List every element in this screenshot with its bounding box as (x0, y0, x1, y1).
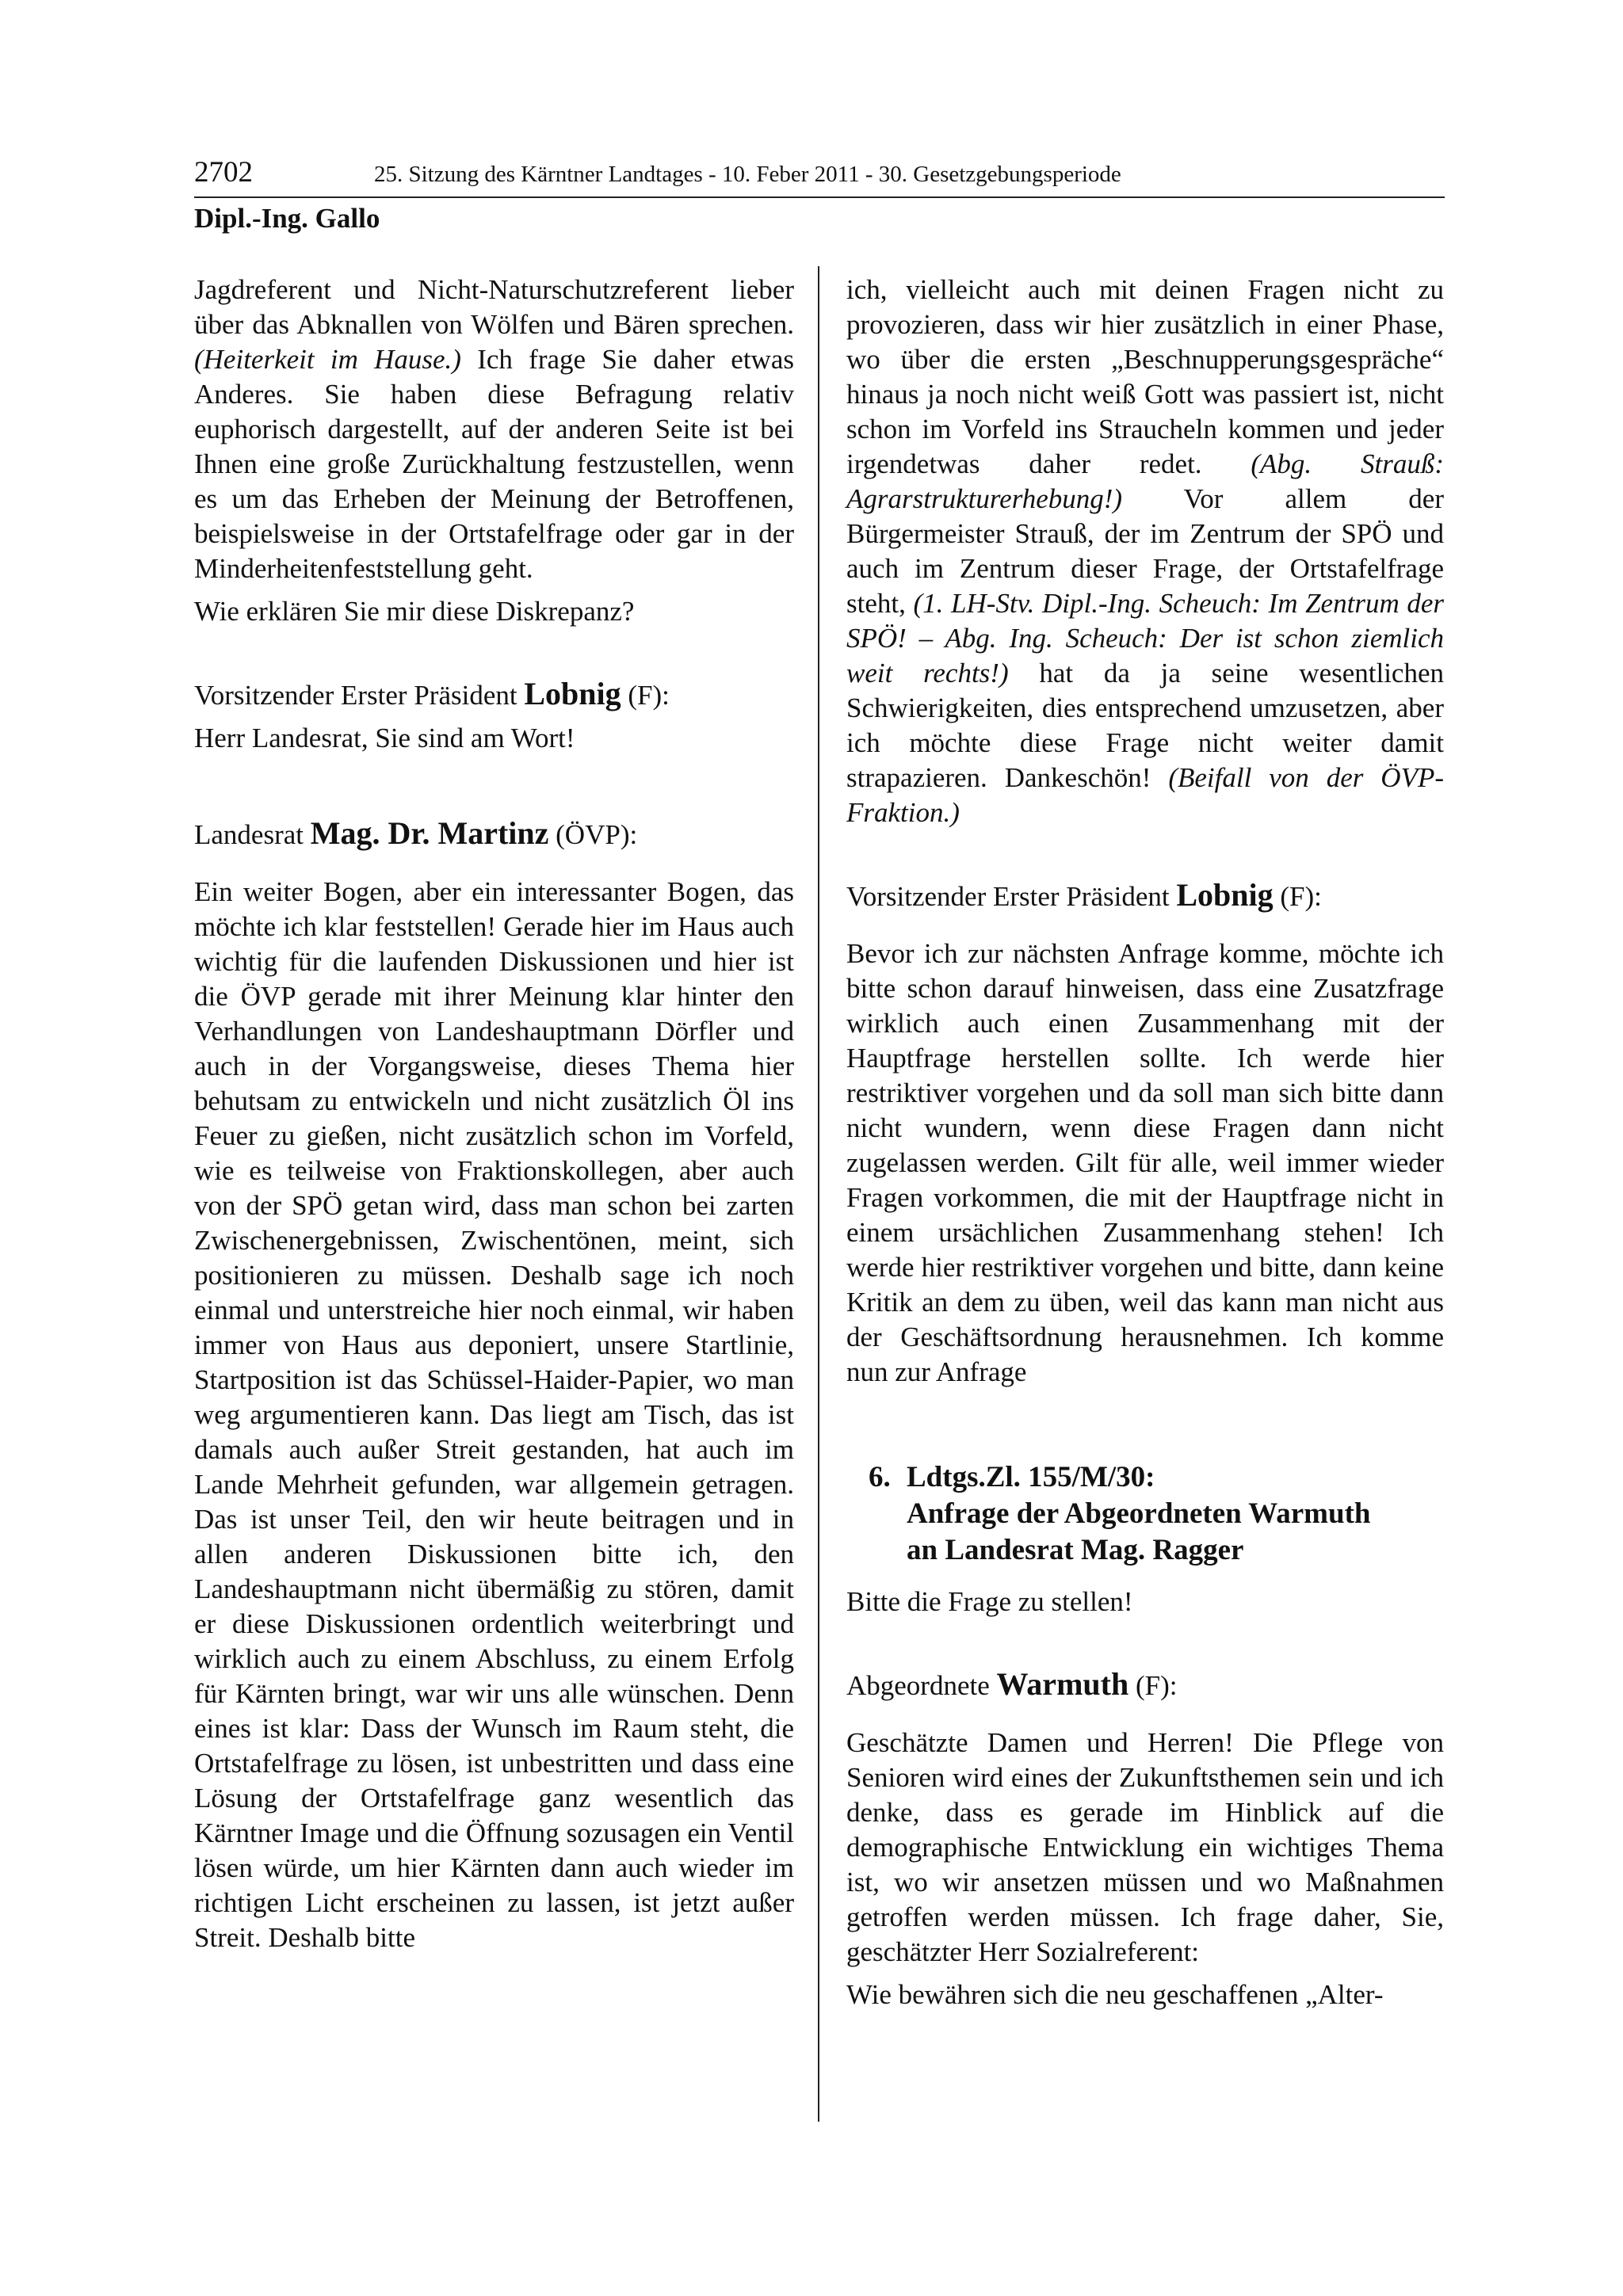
column-divider (818, 266, 819, 2122)
speaker-intro: Vorsitzender Erster Präsident Lobnig (F): (846, 877, 1322, 913)
agenda-item-title: Anfrage der Abgeordneten Warmuth (907, 1497, 1371, 1530)
paragraph: Geschätzte Damen und Herren! Die Pflege von Senioren wird eines der Zukunftsthemen sein und ich denke, dass es gerade im Hinblick auf die demographische Entwicklung ein wichtiges Thema ist, wo wir ansetzen müssen und wo Maßnahmen getroffen werden müssen. Ich frage daher, Sie, geschätzter Herr Sozialreferent: (846, 1727, 1444, 1967)
speaker-intro: Vorsitzender Erster Präsident Lobnig (F): (194, 676, 670, 711)
paragraph: Herr Landesrat, Sie sind am Wort! (194, 723, 575, 753)
interjection: (1. LH-Stv. Dipl.-Ing. Scheuch: Im Zentrum der SPÖ! – Abg. Ing. Scheuch: Der ist schon ziemlich weit rechts!) (846, 588, 1445, 688)
speaker-intro: Abgeordnete Warmuth (F): (846, 1666, 1178, 1702)
paragraph: Wie bewähren sich die neu geschaffenen „Alter- (846, 1979, 1384, 2010)
header-rule (194, 196, 1445, 198)
speaker-name: Warmuth (996, 1666, 1129, 1702)
paragraph: Wie erklären Sie mir diese Diskrepanz? (194, 596, 635, 627)
running-head: 25. Sitzung des Kärntner Landtages - 10. Feber 2011 - 30. Gesetzgebungsperiode (374, 162, 1121, 187)
agenda-item-number: 6. (869, 1461, 891, 1493)
agenda-item-reference: Ldtgs.Zl. 155/M/30: (907, 1461, 1155, 1493)
speaker-name: Mag. Dr. Martinz (310, 815, 549, 851)
speaker-intro: Landesrat Mag. Dr. Martinz (ÖVP): (194, 815, 638, 851)
left-column (194, 273, 794, 1955)
interjection: (Beifall von der ÖVP-Fraktion.) (846, 762, 1444, 828)
right-column (846, 273, 1444, 2012)
page-number: 2702 (194, 156, 253, 189)
paragraph: Ein weiter Bogen, aber ein interessanter Bogen, das möchte ich klar feststellen! Gerade hier im Haus auch wichtig für die laufenden Diskussionen und hier ist die ÖVP gerade mit ihrer Meinung klar hinter den Verhandlungen von Landeshauptmann Dörfler und auch in der Vorgangsweise, dieses Thema hier behutsam zu entwickeln und nicht zusätzlich Öl ins Feuer zu gießen, nicht zusätzlich schon im Vorfeld, wie es teilweise von Fraktionskollegen, aber auch von der SPÖ getan wird, dass man schon bei zarten Zwischenergebnissen, Zwischentönen, meint, sich positionieren zu müssen. Deshalb sage ich noch einmal und unterstreiche hier noch einmal, wir haben immer von Haus aus deponiert, unsere Startlinie, Startposition ist das Schüssel-Haider-Papier, wo man weg argumentieren kann. Das liegt am Tisch, das ist damals auch außer Streit gestanden, hat auch im Lande Mehrheit gefunden, war allgemein getragen. Das ist unser Teil, den wir heute beitragen und in allen anderen Diskussionen bitte ich, den Landeshauptmann nicht übermäßig zu stören, damit er diese Diskussionen ordentlich weiterbringt und wirklich auch zu einem Abschluss, zu einem Erfolg für Kärnten bringt, war wir uns alle wünschen. Denn eines ist klar: Dass der Wunsch im Raum steht, die Ortstafelfrage zu lösen, ist unbestritten und dass eine Lösung der Ortstafelfrage ganz wesentlich das Kärntner Image und die Öffnung sozusagen ein Ventil lösen würde, um hier Kärnten dann auch wieder im richtigen Licht erscheinen zu lassen, ist jetzt außer Streit. Deshalb bitte (194, 876, 794, 1953)
paragraph: Bitte die Frage zu stellen! (846, 1586, 1133, 1617)
agenda-item-heading (846, 1459, 1444, 1569)
interjection: (Abg. Strauß: Agrarstrukturerhebung!) (846, 448, 1444, 514)
continued-speaker: Dipl.-Ing. Gallo (194, 203, 380, 234)
speaker-name: Lobnig (524, 676, 621, 711)
speaker-name: Lobnig (1176, 877, 1274, 913)
interjection: (Heiterkeit im Hause.) (194, 344, 461, 375)
paragraph: Bevor ich zur nächsten Anfrage komme, möchte ich bitte schon darauf hinweisen, dass eine Zusatzfrage wirklich auch einen Zusammenhang mit der Hauptfrage herstellen sollte. Ich werde hier restriktiver vorgehen und da soll man sich bitte dann nicht wundern, wenn diese Fragen dann nicht zugelassen werden. Gilt für alle, weil immer wieder Fragen vorkommen, die mit der Hauptfrage nicht in einem ursächlichen Zusammenhang stehen! Ich werde hier restriktiver vorgehen und bitte, dann keine Kritik an dem zu üben, weil das kann man nicht aus der Geschäftsordnung herausnehmen. Ich komme nun zur Anfrage (846, 938, 1444, 1387)
paragraph: ich, vielleicht auch mit deinen Fragen nicht zu provozieren, dass wir hier zusätzlich in einer Phase, wo über die ersten „Beschnupperungsgespräche“ hinaus ja noch nicht weiß Gott was passiert ist, nicht schon im Vorfeld ins Straucheln kommen und jeder irgendetwas daher redet. (Abg. Strauß: Agrarstrukturerhebung!) Vor allem der Bürgermeister Strauß, der im Zentrum der SPÖ und auch im Zentrum dieser Frage, der Ortstafelfrage steht, (1. LH-Stv. Dipl.-Ing. Scheuch: Im Zentrum der SPÖ! – Abg. Ing. Scheuch: Der ist schon ziemlich weit rechts!) hat da ja seine wesentlichen Schwierigkeiten, dies entsprechend umzusetzen, aber ich möchte diese Frage nicht weiter damit strapazieren. Dankeschön! (Beifall von der ÖVP-Fraktion.) (846, 274, 1445, 828)
paragraph: Jagdreferent und Nicht-Naturschutzreferent lieber über das Abknallen von Wölfen und Bären sprechen. (Heiterkeit im Hause.) Ich frage Sie daher etwas Anderes. Sie haben diese Befragung relativ euphorisch dargestellt, auf der anderen Seite ist bei Ihnen eine große Zurückhaltung festzustellen, wenn es um das Erheben der Meinung der Betroffenen, beispielsweise in der Ortstafelfrage oder gar in der Minderheitenfeststellung geht. (194, 274, 794, 584)
agenda-item-title: an Landesrat Mag. Ragger (907, 1534, 1244, 1566)
